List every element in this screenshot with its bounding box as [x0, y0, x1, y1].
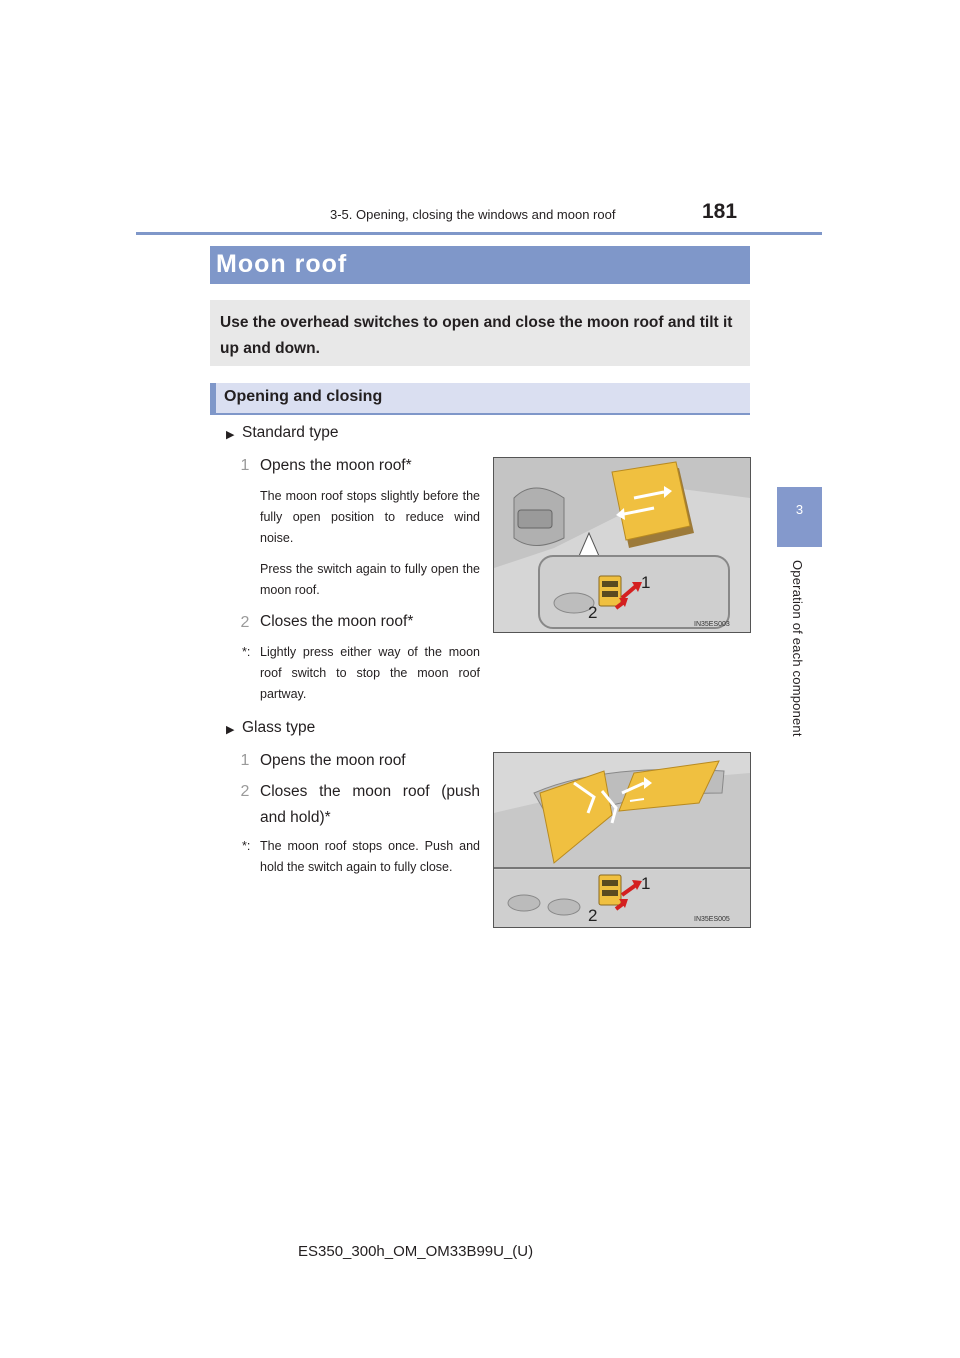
figure-callout-2: 2 — [588, 906, 598, 925]
chapter-label: Operation of each component — [790, 560, 805, 737]
step-number-2: 2 — [240, 783, 250, 800]
figure-code: IN35ES003 — [694, 621, 730, 628]
footnote-mark: *: — [242, 839, 251, 853]
chapter-number: 3 — [795, 502, 804, 517]
header-rule — [136, 232, 822, 235]
glass-type-label: Glass type — [242, 719, 316, 736]
chapter-tab — [777, 487, 822, 547]
page-title: Moon roof — [216, 250, 348, 278]
standard-step-2: Closes the moon roof* — [260, 613, 414, 630]
footnote-mark: *: — [242, 645, 251, 659]
subsection-title: Opening and closing — [224, 388, 383, 405]
standard-footnote: Lightly press either way of the moon roof switch to stop the moon roof partway. — [260, 645, 480, 701]
glass-moonroof-figure — [493, 752, 751, 928]
step-number-2: 2 — [240, 614, 250, 631]
document-code-footer: ES350_300h_OM_OM33B99U_(U) — [298, 1243, 534, 1260]
figure-callout-1: 1 — [641, 573, 651, 592]
step-number-1: 1 — [240, 457, 250, 474]
glass-step-1: Opens the moon roof — [260, 752, 406, 769]
figure-code: IN35ES005 — [694, 916, 730, 923]
section-header: 3-5. Opening, closing the windows and moon roof — [330, 207, 616, 222]
triangle-bullet-icon: ▶ — [226, 724, 235, 736]
figure-callout-1: 1 — [641, 874, 651, 893]
glass-step-2: Closes the moon roof (push and hold)* — [260, 783, 480, 826]
standard-note-2: Press the switch again to fully open the moon roof. — [260, 562, 480, 597]
page-number: 181 — [702, 200, 738, 223]
figure-callout-2: 2 — [588, 603, 598, 622]
subsection-accent — [210, 383, 216, 415]
intro-text: Use the overhead switches to open and close the moon roof and tilt it up and down. — [220, 314, 733, 357]
step-number-1: 1 — [240, 752, 250, 769]
glass-footnote: The moon roof stops once. Push and hold the switch again to fully close. — [260, 839, 480, 874]
standard-note-1: The moon roof stops slightly before the fully open position to reduce wind noise. — [260, 489, 480, 545]
standard-moonroof-figure — [493, 457, 751, 633]
standard-step-1: Opens the moon roof* — [260, 457, 412, 474]
standard-type-label: Standard type — [242, 424, 339, 441]
triangle-bullet-icon: ▶ — [226, 429, 235, 441]
